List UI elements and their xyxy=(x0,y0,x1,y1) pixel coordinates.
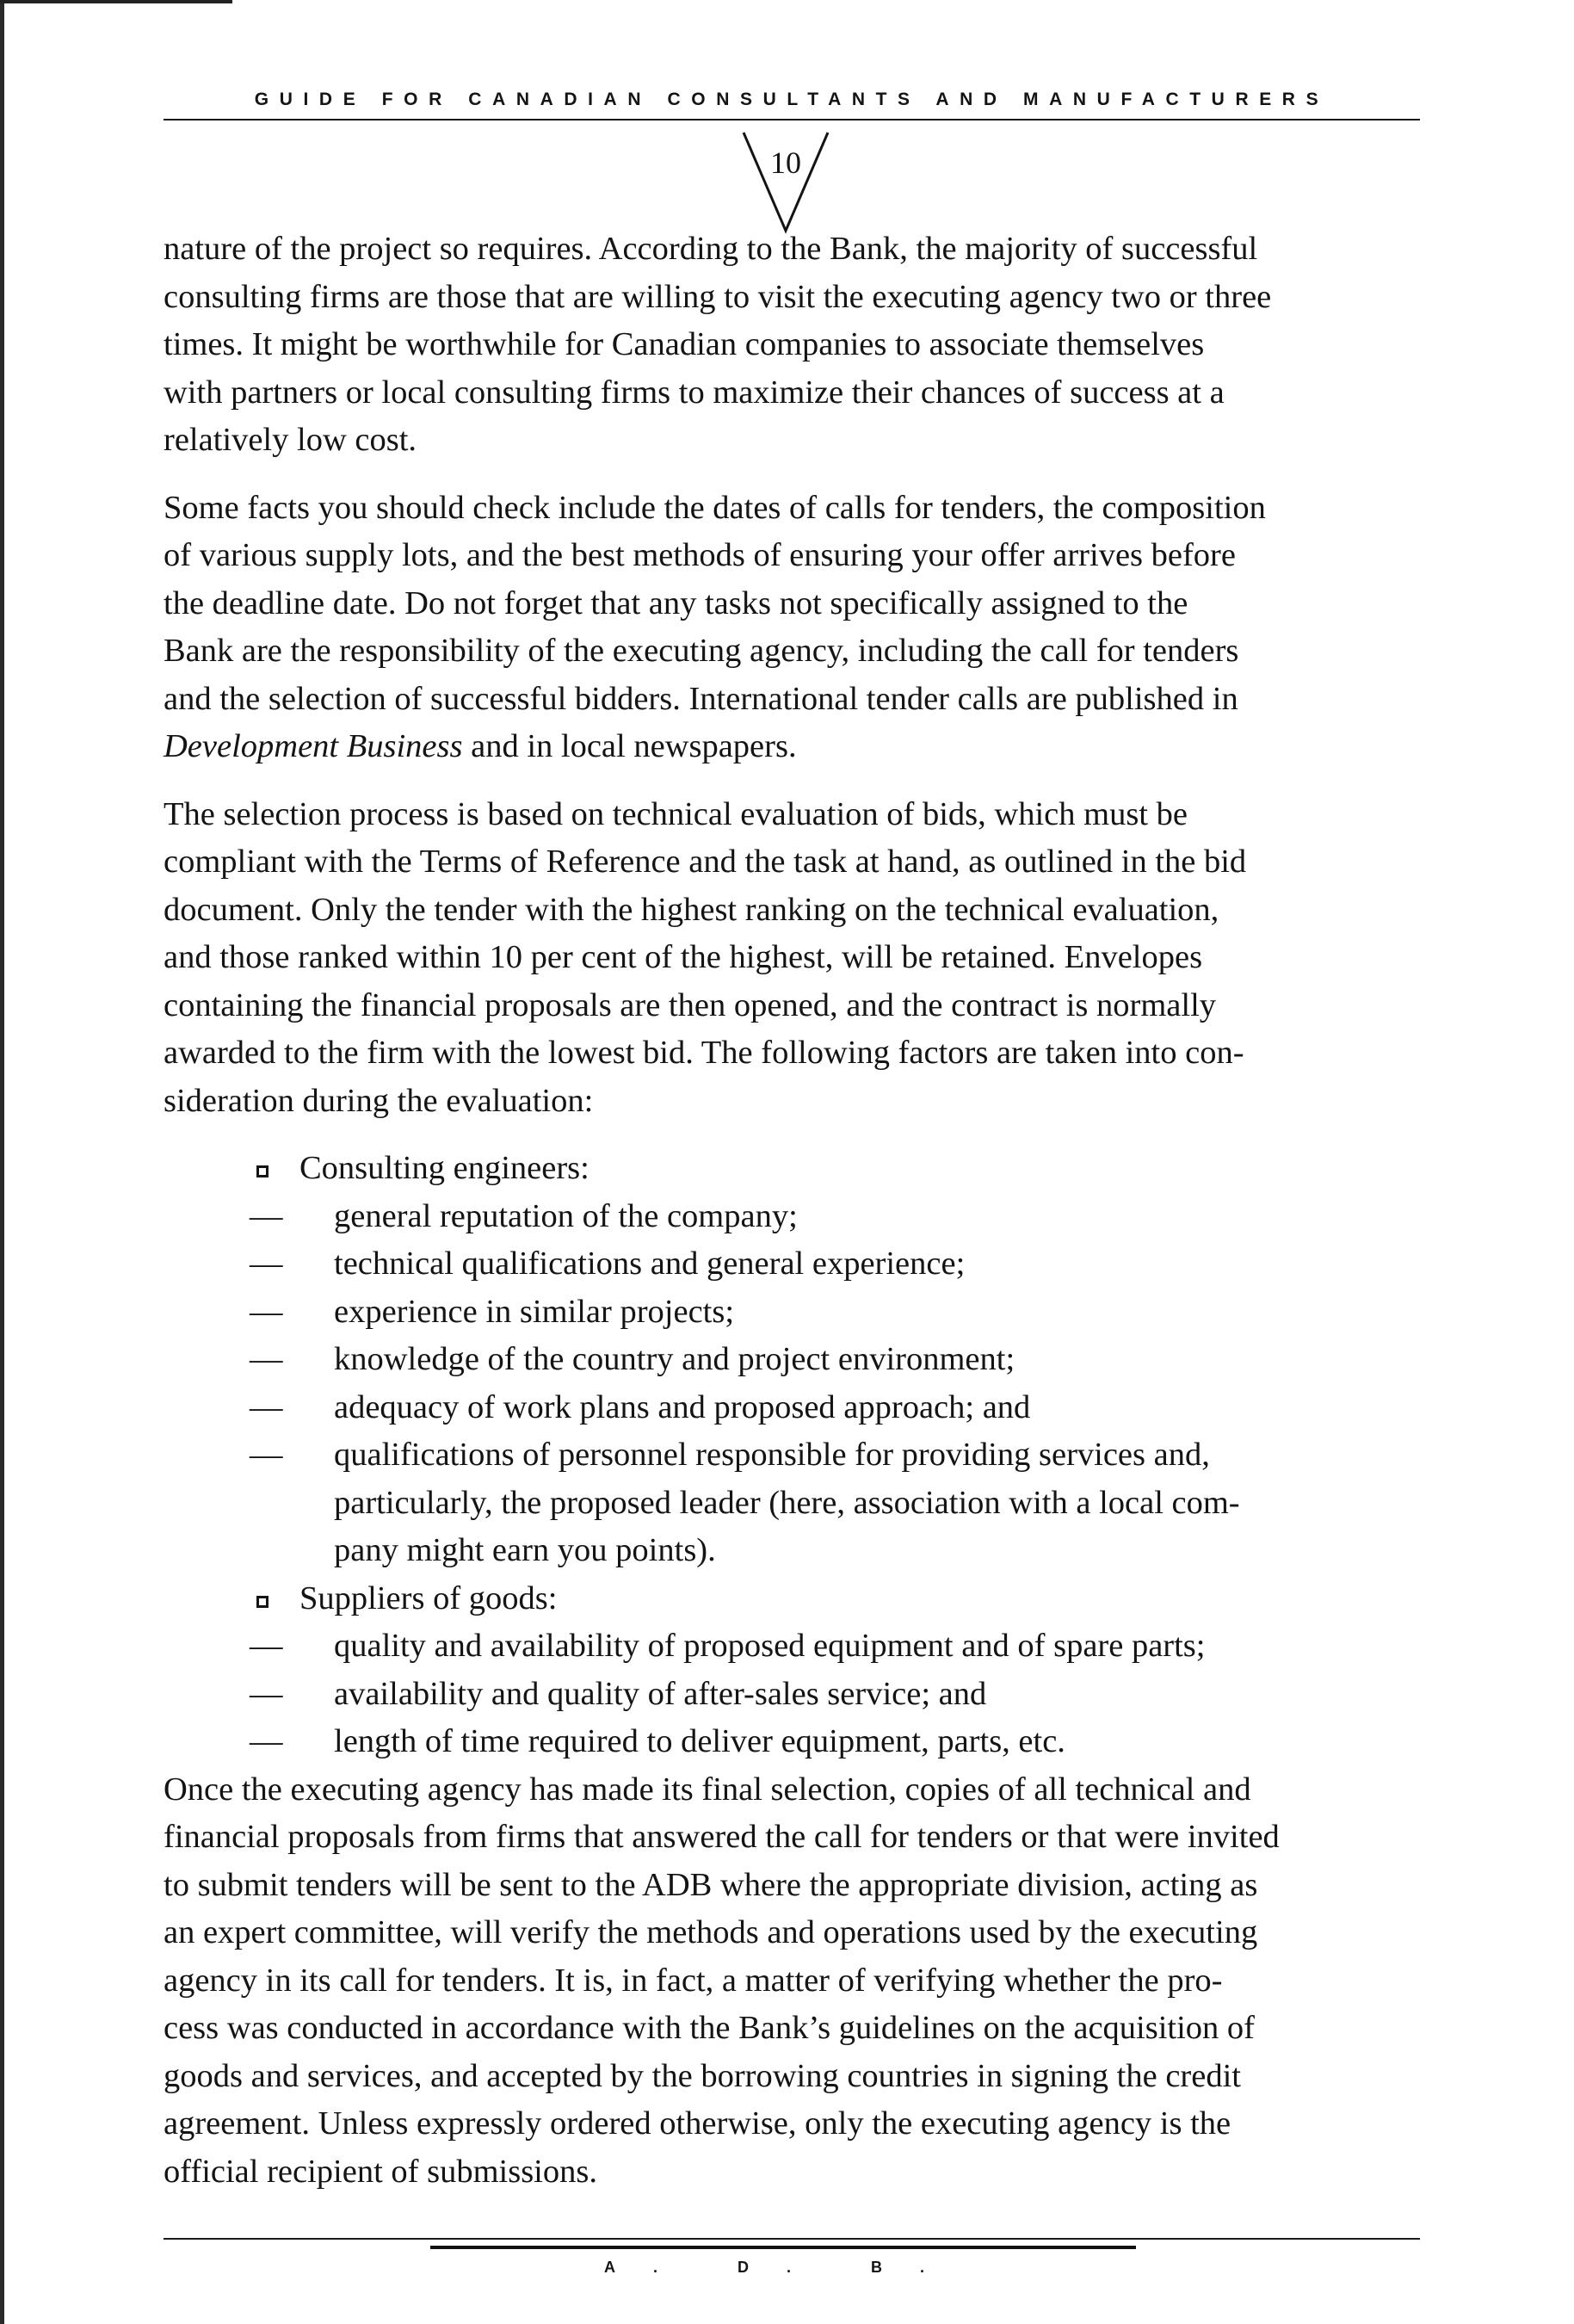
em-dash: — xyxy=(250,1675,283,1712)
running-footer: A. D. B. xyxy=(603,2259,962,2276)
list-item-text: quality and availability of proposed equipment and of spare parts; xyxy=(334,1628,1206,1664)
list-item-suppliers-of-goods xyxy=(164,1575,1429,1623)
footer-rule xyxy=(164,2238,1420,2240)
list-item xyxy=(250,1671,1429,1719)
text-line: an expert committee, will verify the methods and operations used by the executing xyxy=(164,1914,1258,1950)
list-heading: Suppliers of goods: xyxy=(299,1579,558,1616)
square-bullet-icon xyxy=(256,1596,269,1608)
list-item xyxy=(250,1384,1429,1432)
em-dash: — xyxy=(250,1388,283,1425)
top-edge-mark xyxy=(0,0,232,3)
text-line: document. Only the tender with the highest ranking on the technical evaluation, xyxy=(164,891,1219,928)
list-item xyxy=(250,1336,1429,1384)
em-dash: — xyxy=(250,1628,283,1664)
text-line: official recipient of submissions. xyxy=(164,2153,597,2190)
text-line: and those ranked within 10 per cent of the highest, will be retained. Envelopes xyxy=(164,939,1203,975)
header-rule xyxy=(164,119,1420,121)
list-item-text: knowledge of the country and project environment; xyxy=(334,1341,1015,1377)
text-line: compliant with the Terms of Reference and the task at hand, as outlined in the bid xyxy=(164,844,1247,880)
list-item-text: pany might earn you points). xyxy=(334,1532,716,1568)
text-line: nature of the project so requires. According to the Bank, the majority of successful xyxy=(164,231,1258,267)
list-item-text: technical qualifications and general experience; xyxy=(334,1245,966,1282)
list-item-text: length of time required to deliver equipment, parts, etc. xyxy=(334,1723,1065,1759)
text-line: containing the financial proposals are then opened, and the contract is normally xyxy=(164,986,1217,1023)
text-line: financial proposals from firms that answered the call for tenders or that were invited xyxy=(164,1819,1280,1855)
em-dash: — xyxy=(250,1293,283,1330)
em-dash: — xyxy=(250,1245,283,1282)
text-line: sideration during the evaluation: xyxy=(164,1082,594,1119)
list-item xyxy=(250,1240,1429,1289)
text-fragment: and in local newspapers. xyxy=(462,728,797,764)
paragraph-3 xyxy=(164,791,1429,1126)
text-line: and the selection of successful bidders. International tender calls are published in xyxy=(164,680,1238,717)
list-item xyxy=(250,1718,1429,1766)
page-binding-edge xyxy=(0,0,4,2324)
text-line: Some facts you should check include the dates of calls for tenders, the composition xyxy=(164,489,1266,526)
text-line: Once the executing agency has made its final selection, copies of all technical and xyxy=(164,1771,1251,1808)
list-item xyxy=(250,1193,1429,1241)
text-line: agreement. Unless expressly ordered otherwise, only the executing agency is the xyxy=(164,2105,1231,2142)
paragraph-1 xyxy=(164,226,1429,465)
list-item-text: particularly, the proposed leader (here, association with a local com- xyxy=(334,1484,1240,1521)
square-bullet-icon xyxy=(256,1165,269,1177)
text-line: relatively low cost. xyxy=(164,422,417,458)
text-line: agency in its call for tenders. It is, in fact, a matter of verifying whether the pro- xyxy=(164,1962,1223,1999)
list-item xyxy=(250,1431,1429,1575)
list-item-text: general reputation of the company; xyxy=(334,1197,798,1234)
em-dash: — xyxy=(250,1197,283,1234)
list-item xyxy=(250,1622,1429,1671)
em-dash: — xyxy=(250,1723,283,1759)
text-line: of various supply lots, and the best methods of ensuring your offer arrives before xyxy=(164,537,1236,573)
text-line: times. It might be worthwhile for Canadian companies to associate themselves xyxy=(164,326,1205,362)
text-line: goods and services, and accepted by the borrowing countries in signing the credit xyxy=(164,2057,1241,2094)
text-line: with partners or local consulting firms to maximize their chances of success at a xyxy=(164,374,1225,411)
text-line: awarded to the firm with the lowest bid. The following factors are taken into con- xyxy=(164,1035,1244,1071)
list-item-text: availability and quality of after-sales service; and xyxy=(334,1675,987,1712)
list-item-consulting-engineers xyxy=(164,1145,1429,1193)
list-item-text: qualifications of personnel responsible for providing services and, xyxy=(334,1437,1210,1473)
text-line xyxy=(164,723,1429,771)
paragraph-2 xyxy=(164,485,1429,771)
paragraph-closing xyxy=(164,1766,1429,2197)
text-line: to submit tenders will be sent to the ADB where the appropriate division, acting as xyxy=(164,1866,1258,1903)
evaluation-factors-list xyxy=(164,1145,1429,1766)
footer-rule-heavy xyxy=(430,2246,1136,2249)
em-dash: — xyxy=(250,1341,283,1377)
list-item xyxy=(250,1289,1429,1337)
list-item-text: adequacy of work plans and proposed approach; and xyxy=(334,1388,1031,1425)
text-line: Bank are the responsibility of the executing agency, including the call for tenders xyxy=(164,633,1239,669)
text-line: consulting firms are those that are willing to visit the executing agency two or three xyxy=(164,278,1272,315)
publication-title: Development Business xyxy=(164,728,463,764)
list-heading: Consulting engineers: xyxy=(299,1150,589,1186)
text-line: The selection process is based on technical evaluation of bids, which must be xyxy=(164,795,1188,832)
text-line: cess was conducted in accordance with the Bank’s guidelines on the acquisition of xyxy=(164,2010,1255,2046)
body-text xyxy=(164,226,1429,2216)
text-line: the deadline date. Do not forget that any tasks not specifically assigned to the xyxy=(164,584,1188,621)
em-dash: — xyxy=(250,1437,283,1473)
page-number: 10 xyxy=(770,145,801,180)
list-item-text: experience in similar projects; xyxy=(334,1293,735,1330)
page-number-badge xyxy=(738,129,833,234)
running-header: GUIDE FOR CANADIAN CONSULTANTS AND MANUFACTURERS xyxy=(254,90,1330,109)
